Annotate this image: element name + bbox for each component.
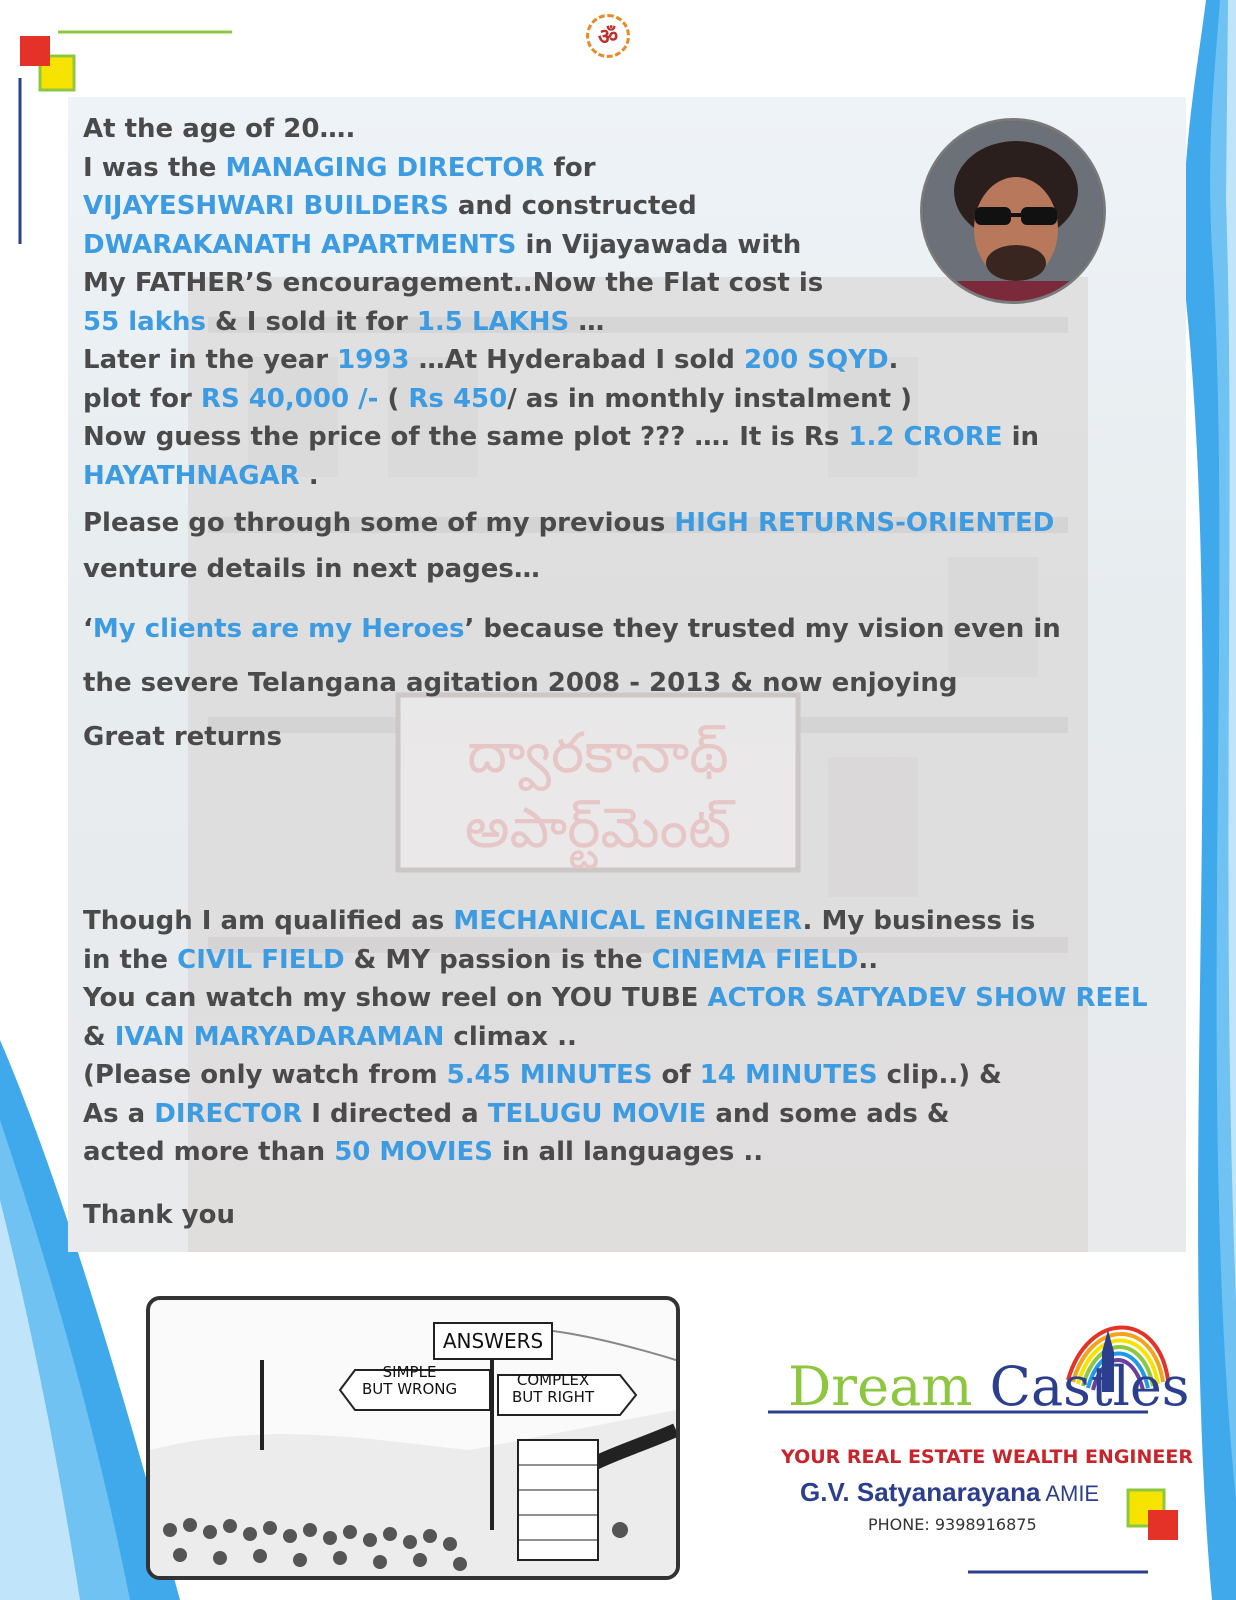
- line-text: the severe Telangana agitation 2008 - 2013 & now enjoying: [83, 668, 958, 698]
- line-text: in all languages ..: [493, 1137, 764, 1167]
- highlight-text: Rs 450: [408, 383, 508, 414]
- text-line: [83, 380, 1039, 419]
- highlight-text: CIVIL FIELD: [177, 944, 345, 975]
- highlight-text: MANAGING DIRECTOR: [225, 152, 545, 183]
- line-text: Please go through some of my previous: [83, 508, 675, 538]
- line-text: As a: [83, 1098, 155, 1129]
- highlight-text: 1.5 LAKHS: [416, 306, 570, 337]
- phone-number: PHONE: 9398916875: [868, 1515, 1037, 1534]
- owner-name-text: G.V. Satyanarayana: [800, 1477, 1041, 1507]
- sign-text: SIMPLE: [382, 1363, 437, 1381]
- line-text: ‘: [83, 614, 93, 644]
- line-text: for: [544, 152, 596, 183]
- ventures-paragraph: [83, 500, 1054, 592]
- text-line: [83, 656, 1061, 710]
- line-text: ’ because they trusted my vision even in: [464, 614, 1061, 644]
- highlight-text: DWARAKANATH APARTMENTS: [83, 229, 517, 260]
- closing-text: Thank you: [83, 1200, 235, 1230]
- line-text: of: [652, 1060, 700, 1090]
- text-line: [83, 303, 1039, 342]
- line-text: &: [83, 1021, 115, 1052]
- text-line: [83, 418, 1039, 457]
- line-text: At the age of 20….: [83, 114, 356, 144]
- line-text: …At Hyderabad I sold: [409, 345, 744, 375]
- text-line: [83, 341, 1039, 380]
- line-text: climax ..: [444, 1021, 577, 1052]
- text-line: [83, 1056, 1148, 1095]
- line-text: in: [1002, 422, 1039, 452]
- svg-text:అపార్ట్‌మెంట్: అపార్ట్‌మెంట్: [464, 796, 732, 861]
- line-text: plot for: [83, 383, 201, 414]
- text-line: [83, 979, 1148, 1018]
- text-line: [83, 1018, 1148, 1057]
- highlight-text: 1.2 CRORE: [848, 422, 1003, 452]
- text-line: [83, 500, 1054, 546]
- line-text: acted more than: [83, 1137, 335, 1167]
- line-text: and some ads &: [706, 1098, 950, 1129]
- text-line: [83, 902, 1148, 941]
- highlight-text: TELUGU MOVIE: [487, 1098, 707, 1129]
- om-symbol-icon: ॐ: [586, 14, 630, 58]
- clients-paragraph: [83, 602, 1061, 764]
- brand-letter: D: [788, 1355, 832, 1418]
- highlight-text: DIRECTOR: [154, 1098, 303, 1129]
- text-line: [83, 187, 1039, 226]
- highlight-text: My clients are my Heroes: [92, 614, 465, 644]
- line-text: venture details in next pages…: [83, 554, 540, 584]
- highlight-text: IVAN MARYADARAMAN: [114, 1021, 445, 1052]
- line-text: .: [888, 345, 899, 375]
- highlight-text: 55 lakhs: [83, 306, 206, 337]
- line-text: (Please only watch from: [83, 1060, 447, 1090]
- line-text: I directed a: [302, 1098, 488, 1129]
- sign-text: BUT RIGHT: [512, 1388, 595, 1406]
- highlight-text: CINEMA FIELD: [651, 944, 859, 975]
- highlight-text: 14 MINUTES: [699, 1060, 878, 1090]
- line-text: ..: [858, 944, 879, 975]
- text-line: [83, 602, 1061, 656]
- text-line: [83, 264, 1039, 303]
- line-text: in Vijayawada with: [516, 229, 802, 260]
- text-line: [83, 1133, 1148, 1172]
- answers-cartoon: [146, 1296, 680, 1580]
- line-text: Now guess the price of the same plot ??? …. It is Rs: [83, 422, 849, 452]
- line-text: & MY passion is the: [344, 944, 652, 975]
- qualification-text: AMIE: [1040, 1481, 1100, 1506]
- text-line: [83, 149, 1039, 188]
- highlight-text: HAYATHNAGAR: [83, 460, 300, 491]
- highlight-text: HIGH RETURNS-ORIENTED: [674, 508, 1055, 538]
- line-text: / as in monthly instalment ): [507, 383, 913, 414]
- highlight-text: 200 SQYD: [743, 345, 889, 375]
- text-line: [83, 457, 1039, 496]
- text-line: [83, 710, 1061, 764]
- line-text: My FATHER’S encouragement..Now the Flat cost is: [83, 268, 824, 298]
- cartoon-illustration: [150, 1300, 676, 1576]
- text-line: [83, 1095, 1148, 1134]
- line-text: …: [569, 306, 605, 337]
- line-text: Great returns: [83, 722, 283, 752]
- brand-word-dream: ream: [831, 1355, 990, 1418]
- line-text: in the: [83, 944, 178, 975]
- highlight-text: 5.45 MINUTES: [446, 1060, 653, 1090]
- line-text: Later in the year: [83, 345, 338, 375]
- brand-word-castles: Castles: [989, 1355, 1190, 1418]
- highlight-text: MECHANICAL ENGINEER: [453, 906, 803, 936]
- line-text: (: [378, 383, 409, 414]
- complex-but-right-sign: [512, 1372, 594, 1406]
- brand-tagline: YOUR REAL ESTATE WEALTH ENGINEER: [781, 1446, 1193, 1468]
- highlight-text: RS 40,000 /-: [200, 383, 379, 414]
- svg-text:ద్వారకానాథ్: ద్వారకానాథ్: [467, 721, 729, 786]
- brand-name: [788, 1355, 1190, 1418]
- line-text: Though I am qualified as: [83, 906, 454, 936]
- text-line: [83, 226, 1039, 265]
- career-paragraph: [83, 902, 1148, 1172]
- line-text: and constructed: [448, 191, 697, 221]
- owner-name: [800, 1477, 1099, 1508]
- highlight-text: 50 MOVIES: [334, 1137, 493, 1167]
- answers-sign: ANSWERS: [433, 1322, 553, 1360]
- intro-paragraph: [83, 110, 1039, 495]
- line-text: clip..) &: [877, 1060, 1002, 1090]
- line-text: .: [299, 460, 319, 491]
- sign-text: COMPLEX: [516, 1371, 590, 1389]
- highlight-text: ACTOR SATYADEV SHOW REEL: [707, 983, 1148, 1013]
- simple-but-wrong-sign: [362, 1364, 457, 1398]
- highlight-text: VIJAYESHWARI BUILDERS: [83, 191, 449, 221]
- line-text: You can watch my show reel on YOU TUBE: [83, 983, 708, 1013]
- sign-text: BUT WRONG: [362, 1380, 458, 1398]
- text-line: [83, 546, 1054, 592]
- line-text: I was the: [83, 152, 226, 183]
- dream-castles-logo-graphic: [768, 1310, 1178, 1580]
- line-text: . My business is: [802, 906, 1036, 936]
- text-line: [83, 110, 1039, 149]
- text-line: [83, 941, 1148, 980]
- highlight-text: 1993: [337, 345, 410, 375]
- line-text: & I sold it for: [205, 306, 417, 337]
